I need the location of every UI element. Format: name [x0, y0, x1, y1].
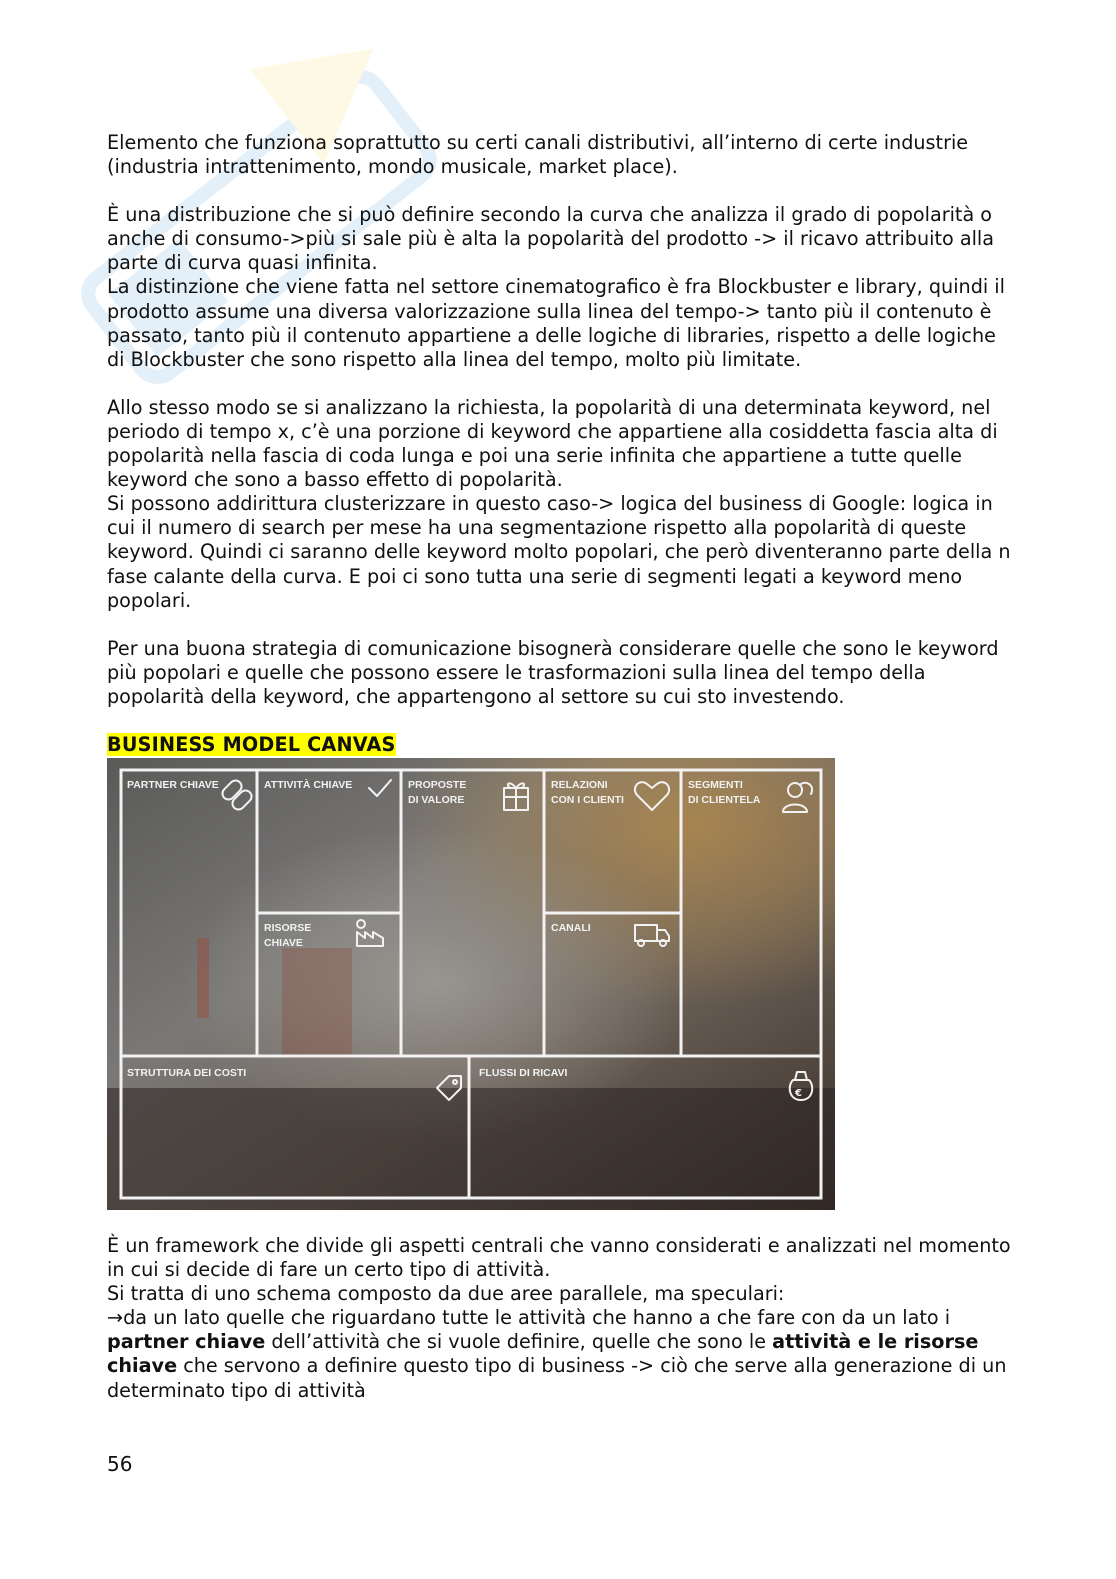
paragraph-mixed [107, 1306, 1012, 1402]
paragraph: Per una buona strategia di comunicazione bisognerà considerare quelle che sono le keyword più popolari e quelle che possono essere le trasformazioni sulla linea del tempo della popolarità della keyword, che appartengono al settore su cui sto investendo. [107, 636, 999, 708]
paragraph: La distinzione che viene fatta nel settore cinematografico è fra Blockbuster e library, quindi il prodotto assume una diversa valorizzazione sulla linea del tempo-> tanto più il contenuto è passato, tanto più il contenuto appartiene a delle logiche di libraries, rispetto a delle logiche di Blockbuster che sono rispetto alla linea del tempo, molto più limitate. [107, 275, 1005, 371]
canvas-label-partner: PARTNER CHIAVE [127, 778, 219, 791]
canvas-label-proposte-2: DI VALORE [408, 793, 465, 806]
text-run: dell’attività che si vuole definire, quelle che sono le [265, 1330, 773, 1354]
business-model-canvas-image [107, 758, 835, 1210]
paragraph: Allo stesso modo se si analizzano la richiesta, la popolarità di una determinata keyword, nel periodo di tempo x, c’è una porzione di keyword che appartiene alla cosiddetta fascia alta di popolarità nella fascia di coda lunga e poi una serie infinita che appartiene a tutte quelle keyword che sono a basso effetto di popolarità. [107, 395, 998, 492]
canvas-label-segmenti: SEGMENTI [688, 778, 743, 791]
bold-term: partner chiave [107, 1330, 266, 1354]
canvas-label-costi: STRUTTURA DEI COSTI [127, 1066, 247, 1079]
page-content [107, 131, 1012, 1403]
canvas-label-proposte: PROPOSTE [408, 778, 467, 791]
canvas-label-segmenti-2: DI CLIENTELA [688, 793, 761, 806]
canvas-label-relazioni-2: CON I CLIENTI [551, 793, 624, 806]
section-heading: BUSINESS MODEL CANVAS [107, 732, 396, 756]
text-run: che servono a definire questo tipo di business -> ciò che serve alla generazione di un determinato tipo di attività [107, 1354, 1007, 1402]
canvas-label-risorse-2: CHIAVE [264, 936, 303, 949]
paragraph: Elemento che funziona soprattutto su certi canali distributivi, all’interno di certe industrie (industria intrattenimento, mondo musicale, market place). [107, 131, 969, 179]
paragraph: È un framework che divide gli aspetti centrali che vanno considerati e analizzati nel momento in cui si decide di fare un certo tipo di attività. [107, 1233, 1011, 1282]
text-run: →da un lato quelle che riguardano tutte le attività che hanno a che fare con da un lato i [107, 1306, 951, 1330]
paragraph: Si possono addirittura clusterizzare in questo caso-> logica del business di Google: logica in cui il numero di search per mese ha una segmentazione rispetto alla popolarità di queste keyword. Quindi ci saranno delle keyword molto popolari, che però diventeranno parte della n fase calante della curva. E poi ci sono tutta una serie di segmenti legati a keyword meno popolari. [107, 492, 1011, 612]
canvas-label-canali: CANALI [551, 921, 591, 934]
paragraph: È una distribuzione che si può definire secondo la curva che analizza il grado di popolarità o anche di consumo->più si sale più è alta la popolarità del prodotto -> il ricavo attribuito alla parte di curva quasi infinita. [107, 203, 995, 275]
canvas-label-ricavi: FLUSSI DI RICAVI [479, 1066, 568, 1079]
canvas-label-relazioni: RELAZIONI [551, 778, 608, 791]
canvas-label-risorse: RISORSE [264, 921, 312, 934]
euro-symbol: € [795, 1087, 802, 1099]
canvas-label-attivita: ATTIVITÀ CHIAVE [264, 778, 353, 791]
page-number: 56 [107, 1452, 133, 1476]
bold-term: attività e le risorse chiave [107, 1330, 979, 1378]
paragraph: Si tratta di uno schema composto da due aree parallele, ma speculari: [107, 1282, 785, 1306]
